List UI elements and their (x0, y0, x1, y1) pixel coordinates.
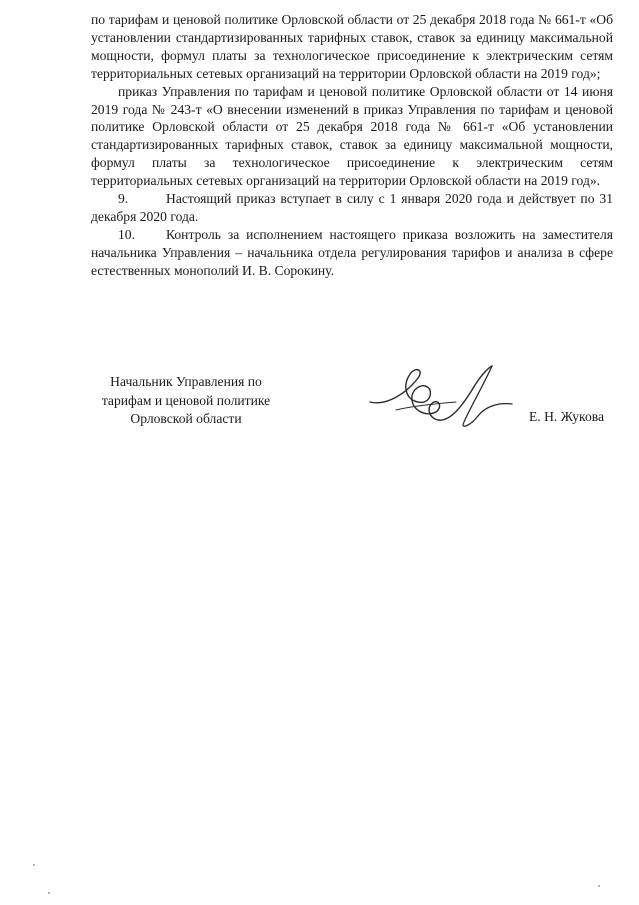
list-item-9 (91, 190, 613, 226)
document-body (91, 11, 613, 280)
scan-speck (48, 892, 50, 894)
scan-speck (598, 885, 600, 887)
signer-name: Е. Н. Жукова (529, 409, 605, 424)
handwritten-signature (366, 360, 516, 440)
position-line: Начальник Управления по (110, 374, 262, 389)
list-item-10 (91, 226, 613, 280)
position-line: тарифам и ценовой политике (101, 392, 271, 408)
signatory-position (86, 373, 286, 429)
paragraph-continuation: по тарифам и ценовой политике Орловской области от 25 декабря 2018 года № 661-т «Об установлении стандартизированных тарифных ставок, ставок за единицу максимальной мощности, формул платы за технологическое присоединение к электрическим сетям территориальных сетевых организаций на территории Орловской области на 2019 год»; (91, 12, 613, 81)
item-number: 9. (118, 191, 129, 207)
item-text: Контроль за исполнением настоящего приказа возложить на заместителя начальника Управления – начальника отдела регулирования тарифов и анализа в сфере естественных монополий И. В. Сорокину. (91, 226, 613, 278)
paragraph-order-amendment: приказ Управления по тарифам и ценовой политике Орловской области от 14 июня 2019 года № 243-т «О внесении изменений в приказ Управления по тарифам и ценовой политике Орловской области от 25 декабря 2018 года № 661-т «Об установлении стандартизированных тарифных ставок, ставок за единицу максимальной мощности, формул платы за технологическое присоединение к электрическим сетям территориальных сетевых организаций на территории Орловской области на 2019 год». (91, 83, 613, 189)
item-number: 10. (118, 226, 135, 242)
position-line: Орловской области (130, 411, 242, 426)
scan-speck (33, 864, 35, 866)
item-text: Настоящий приказ вступает в силу с 1 января 2020 года и действует по 31 декабря 2020 года. (91, 191, 613, 224)
